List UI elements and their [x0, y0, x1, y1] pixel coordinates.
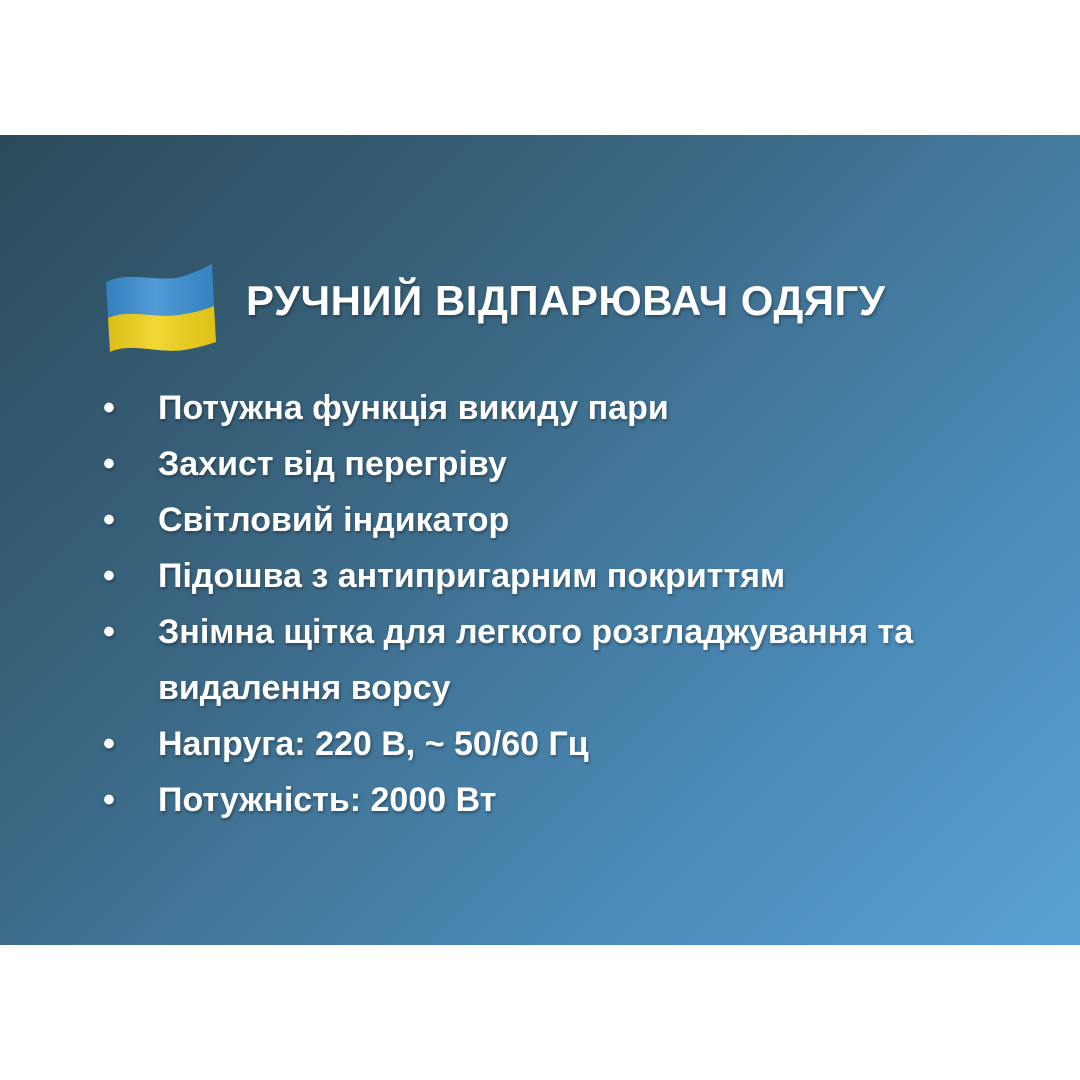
bullet: •: [103, 613, 115, 651]
bullet: •: [103, 445, 115, 483]
feature-item: [0, 548, 1080, 604]
feature-item: [0, 716, 1080, 772]
feature-text: Світловий індикатор: [158, 501, 510, 539]
bullet: •: [103, 389, 115, 427]
slide-title: РУЧНИЙ ВІДПАРЮВАЧ ОДЯГУ: [246, 277, 886, 324]
bullet: •: [103, 557, 115, 595]
feature-text: Напруга: 220 В, ~ 50/60 Гц: [158, 725, 589, 763]
feature-item: [0, 604, 1080, 716]
ukraine-flag-icon: [100, 260, 218, 352]
bullet: •: [103, 501, 115, 539]
feature-slide: [0, 135, 1080, 945]
feature-item: [0, 380, 1080, 436]
feature-text: Знімна щітка для легкого розгладжування та видалення ворсу: [158, 613, 914, 707]
feature-item: [0, 436, 1080, 492]
feature-text: Підошва з антипригарним покриттям: [158, 557, 786, 595]
feature-text: Потужність: 2000 Вт: [158, 781, 497, 819]
feature-item: [0, 772, 1080, 828]
feature-item: [0, 492, 1080, 548]
bullet: •: [103, 781, 115, 819]
feature-text: Захист від перегріву: [158, 445, 507, 483]
feature-list: [0, 380, 1080, 828]
bullet: •: [103, 725, 115, 763]
feature-text: Потужна функція викиду пари: [158, 389, 669, 427]
